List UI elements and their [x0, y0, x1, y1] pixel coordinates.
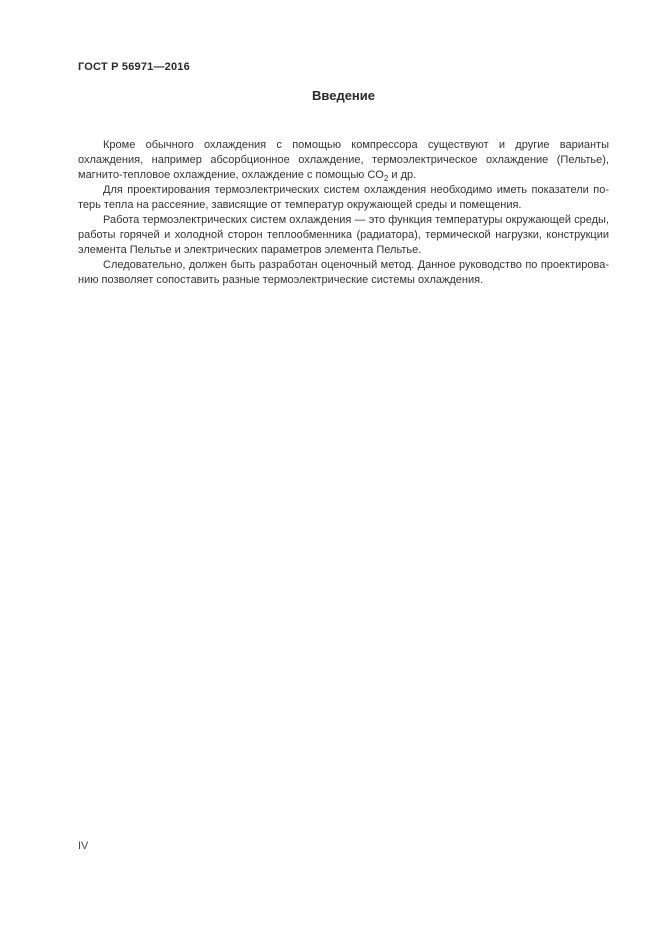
- paragraph-text: и др.: [388, 169, 417, 181]
- page-number: IV: [78, 840, 89, 852]
- paragraph-system-function: Работа термоэлектрических систем охлаждения — это функция температуры окружающей среды, работы горячей и холодной сторон теплообменника (радиатора), термической нагрузки, конструкции элемента Пельтье и электрических параметров элемента Пельтье.: [78, 214, 609, 256]
- document-standard-number: ГОСТ Р 56971—2016: [78, 61, 190, 73]
- paragraph-design-requirements: Для проектирования термоэлектрических систем охлаждения необходимо иметь показатели потерь тепла на рассеяние, зависящие от температур окружающей среды и помещения.: [78, 184, 609, 211]
- paragraph-cooling-variants: [78, 138, 609, 183]
- co2-subscript: 2: [383, 174, 389, 184]
- document-body: [78, 138, 609, 288]
- paragraph-text: Кроме обычного охлаждения с помощью компрессора существуют и другие варианты охлаждения, например абсорбционное охлаждение, термоэлектрическое охлаждение (Пельтье), магнито-тепловое охлаждение, охлаждение с помощью CO: [78, 139, 609, 181]
- section-title: Введение: [312, 88, 375, 103]
- paragraph-evaluation-method: Следовательно, должен быть разработан оценочный метод. Данное руководство по проектированию позволяет сопоставить разные термоэлектрические системы охлаждения.: [78, 259, 609, 286]
